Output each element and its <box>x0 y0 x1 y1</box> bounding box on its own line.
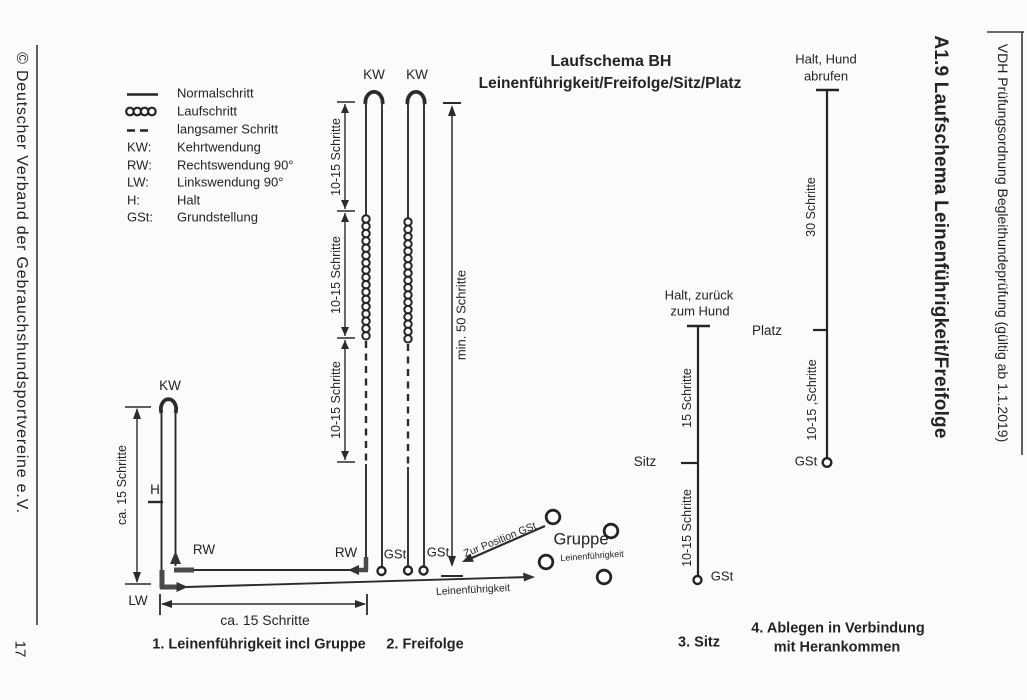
d2-min50-label: min. 50 Schritte <box>453 269 469 361</box>
d3-steps-upper-label: 15 Schritte <box>679 368 694 428</box>
d2-gst2-label: GSt <box>426 544 450 560</box>
d2-gst1-label: GSt <box>383 546 407 562</box>
d4-steps-lower-label: 10-15 ,Schritte <box>804 359 819 441</box>
copyright-text: © Deutscher Verband der Gebrauchshundsportvereine e.V. <box>13 52 31 514</box>
legend-label-lw: Linkswendung 90° <box>177 174 284 190</box>
regulation-title: VDH Prüfungsordnung Begleithundeprüfung (gültig ab 1.1.2019) <box>995 43 1012 443</box>
legend-label-langsamer-schritt: langsamer Schritt <box>177 121 279 137</box>
page-number: 17 <box>11 640 29 658</box>
group-name-label: Gruppe <box>553 530 609 549</box>
legend-label-laufschritt: Laufschritt <box>177 103 237 119</box>
d2-segment3-label: 10-15 Schritte <box>328 361 343 439</box>
legend-label-rw: Rechtswendung 90° <box>177 157 294 173</box>
d4-halt-line1: Halt, Hund <box>795 51 857 67</box>
d1-kw-label: KW <box>159 378 181 394</box>
d4-steps-upper-label: 30 Schritte <box>803 177 818 237</box>
page-title-line2: Leinenführigkeit/Freifolge/Sitz/Platz <box>478 75 742 93</box>
d4-halt-line2: abrufen <box>803 68 849 84</box>
d2-kw1-label: KW <box>363 67 385 83</box>
page-title-line1: Laufschema BH <box>550 52 672 70</box>
d4-gst-label: GSt <box>794 453 818 469</box>
d2-caption: 2. Freifolge <box>386 636 464 653</box>
d2-segment1-label: 10-15 Schritte <box>328 118 343 196</box>
d3-steps-lower-label: 10-15 Schritte <box>679 489 694 567</box>
d4-caption-line2: mit Herankommen <box>773 639 901 656</box>
d1-caption: 1. Leinenführigkeit incl Gruppe <box>152 636 366 653</box>
d3-caption: 3. Sitz <box>678 634 720 651</box>
section-title: A1.9 Laufschema Leinenführigkeit/Freifolge <box>929 35 951 439</box>
group-return-label: Zur Position GSt <box>462 519 538 560</box>
d1-vertical-measure-label: ca. 15 Schritte <box>114 445 129 525</box>
d4-platz-label: Platz <box>751 323 783 339</box>
d1-halt-label: H <box>150 482 160 498</box>
walk-leash-label: Leinenführigkeit <box>435 582 511 598</box>
legend-label-kw: Kehrtwendung <box>177 139 261 155</box>
d4-caption-line1: 4. Ablegen in Verbindung <box>751 620 925 637</box>
d1-horizontal-measure-label: ca. 15 Schritte <box>220 611 310 628</box>
d1-lw-label: LW <box>128 593 148 609</box>
group-leash-label: Leinenführigkeit <box>559 548 625 564</box>
legend-abbr-lw: LW: <box>127 174 149 190</box>
legend-abbr-gst: GSt: <box>127 209 154 225</box>
legend-abbr-kw: KW: <box>127 139 152 155</box>
diagram2-track <box>348 92 428 575</box>
legend-symbols <box>126 95 158 131</box>
legend-label-h: Halt <box>177 192 201 208</box>
legend-label-normalschritt: Normalschritt <box>177 85 254 101</box>
d3-gst-label: GSt <box>710 568 734 584</box>
d3-sitz-label: Sitz <box>633 454 657 470</box>
d2-segment2-label: 10-15 Schritte <box>328 236 343 314</box>
legend-label-gst: Grundstellung <box>177 209 258 225</box>
d2-kw2-label: KW <box>406 67 428 83</box>
d3-halt-line2: zum Hund <box>670 303 730 319</box>
d3-halt-line1: Halt, zurück <box>664 287 734 303</box>
legend-abbr-h: H: <box>127 192 140 208</box>
d1-rw-label: RW <box>192 542 216 558</box>
legend-abbr-rw: RW: <box>127 157 152 173</box>
d2-rw-label: RW <box>334 545 358 561</box>
